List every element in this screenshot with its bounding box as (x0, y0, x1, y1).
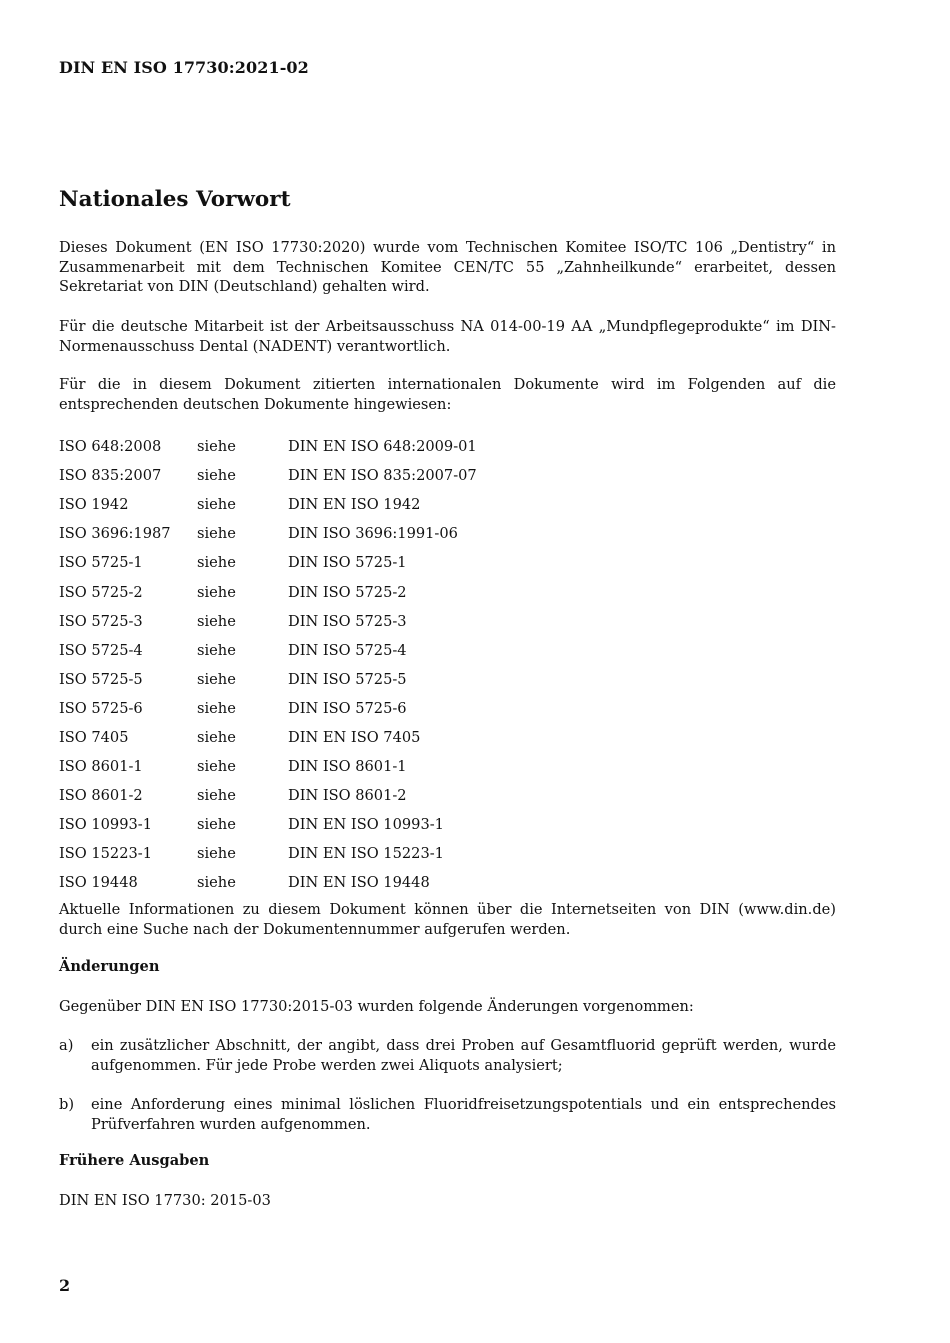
reference-see: siehe (197, 728, 236, 746)
reference-din: DIN ISO 5725-1 (288, 554, 407, 572)
reference-iso: ISO 5725-4 (59, 641, 143, 659)
reference-row (59, 490, 836, 519)
paragraph-changes-intro: Gegenüber DIN EN ISO 17730:2015-03 wurden folgende Änderungen vorgenommen: (59, 998, 694, 1015)
reference-see: siehe (197, 816, 236, 834)
reference-row (59, 868, 836, 897)
reference-row (59, 694, 836, 723)
reference-din: DIN ISO 8601-1 (288, 758, 407, 776)
reference-row (59, 839, 836, 868)
page-title: Nationales Vorwort (59, 187, 291, 212)
reference-iso: ISO 5725-5 (59, 670, 143, 688)
reference-iso: ISO 19448 (59, 874, 138, 892)
page-number: 2 (59, 1276, 71, 1295)
reference-iso: ISO 1942 (59, 496, 129, 514)
reference-see: siehe (197, 525, 236, 543)
reference-din: DIN ISO 3696:1991-06 (288, 525, 458, 543)
change-item (59, 1095, 836, 1134)
reference-iso: ISO 8601-1 (59, 758, 143, 776)
change-item-label: b) (59, 1096, 75, 1113)
previous-editions-heading: Frühere Ausgaben (59, 1152, 210, 1169)
reference-din: DIN ISO 5725-5 (288, 670, 407, 688)
paragraph-committee: Dieses Dokument (EN ISO 17730:2020) wurde vom Technischen Komitee ISO/TC 106 „Dentistry“ in Zusammenarbeit mit dem Technischen Komitee CEN/TC 55 „Zahnheilkunde“ erarbeitet, dessen Sekretariat von DIN (Deutschland) gehalten wird. (59, 239, 836, 296)
reference-see: siehe (197, 612, 236, 630)
paragraph-working-group: Für die deutsche Mitarbeit ist der Arbeitsausschuss NA 014-00-19 AA „Mundpflegeprodukte“ im DIN-Normenausschuss Dental (NADENT) verantwortlich. (59, 318, 836, 355)
reference-see: siehe (197, 496, 236, 514)
reference-see: siehe (197, 758, 236, 776)
reference-see: siehe (197, 641, 236, 659)
reference-din: DIN EN ISO 7405 (288, 728, 421, 746)
reference-din: DIN EN ISO 1942 (288, 496, 421, 514)
reference-din: DIN ISO 5725-3 (288, 612, 407, 630)
reference-see: siehe (197, 554, 236, 572)
reference-row (59, 781, 836, 810)
paragraph-references-intro: Für die in diesem Dokument zitierten internationalen Dokumente wird im Folgenden auf die entsprechenden deutschen Dokumente hingewiesen: (59, 376, 836, 413)
reference-iso: ISO 5725-3 (59, 612, 143, 630)
reference-iso: ISO 5725-1 (59, 554, 143, 572)
paragraph-previous-editions: DIN EN ISO 17730: 2015-03 (59, 1192, 271, 1209)
change-item-text: ein zusätzlicher Abschnitt, der angibt, dass drei Proben auf Gesamtfluorid geprüft werden, wurde aufgenommen. Für jede Probe werden zwei Aliquots analysiert; (91, 1037, 836, 1074)
reference-see: siehe (197, 699, 236, 717)
reference-din: DIN ISO 5725-6 (288, 699, 407, 717)
reference-row (59, 665, 836, 694)
reference-iso: ISO 10993-1 (59, 816, 153, 834)
document-id: DIN EN ISO 17730:2021-02 (59, 58, 309, 77)
reference-din: DIN EN ISO 10993-1 (288, 816, 444, 834)
reference-row (59, 461, 836, 490)
reference-row (59, 577, 836, 606)
change-item (59, 1036, 836, 1075)
reference-din: DIN ISO 5725-4 (288, 641, 407, 659)
reference-see: siehe (197, 438, 236, 456)
reference-iso: ISO 3696:1987 (59, 525, 171, 543)
paragraph-info: Aktuelle Informationen zu diesem Dokument können über die Internetseiten von DIN (www.din.de) durch eine Suche nach der Dokumentennummer aufgerufen werden. (59, 901, 836, 938)
change-item-text: eine Anforderung eines minimal löslichen Fluoridfreisetzungspotentials und ein entsprechendes Prüfverfahren wurden aufgenommen. (91, 1096, 836, 1133)
reference-see: siehe (197, 787, 236, 805)
reference-row (59, 548, 836, 577)
reference-see: siehe (197, 670, 236, 688)
reference-din: DIN EN ISO 15223-1 (288, 845, 444, 863)
reference-din: DIN EN ISO 835:2007-07 (288, 467, 477, 485)
reference-din: DIN ISO 8601-2 (288, 787, 407, 805)
reference-row (59, 432, 836, 461)
reference-row (59, 752, 836, 781)
reference-iso: ISO 8601-2 (59, 787, 143, 805)
reference-row (59, 636, 836, 665)
reference-iso: ISO 648:2008 (59, 438, 162, 456)
change-item-label: a) (59, 1037, 74, 1054)
reference-iso: ISO 15223-1 (59, 845, 153, 863)
reference-iso: ISO 7405 (59, 728, 129, 746)
reference-din: DIN EN ISO 19448 (288, 874, 430, 892)
reference-row (59, 607, 836, 636)
changes-heading: Änderungen (59, 958, 160, 975)
reference-iso: ISO 835:2007 (59, 467, 162, 485)
reference-iso: ISO 5725-2 (59, 583, 143, 601)
reference-row (59, 519, 836, 548)
reference-see: siehe (197, 845, 236, 863)
reference-din: DIN ISO 5725-2 (288, 583, 407, 601)
reference-see: siehe (197, 583, 236, 601)
reference-iso: ISO 5725-6 (59, 699, 143, 717)
reference-din: DIN EN ISO 648:2009-01 (288, 438, 477, 456)
reference-table (59, 432, 836, 898)
reference-see: siehe (197, 467, 236, 485)
reference-see: siehe (197, 874, 236, 892)
reference-row (59, 810, 836, 839)
reference-row (59, 723, 836, 752)
